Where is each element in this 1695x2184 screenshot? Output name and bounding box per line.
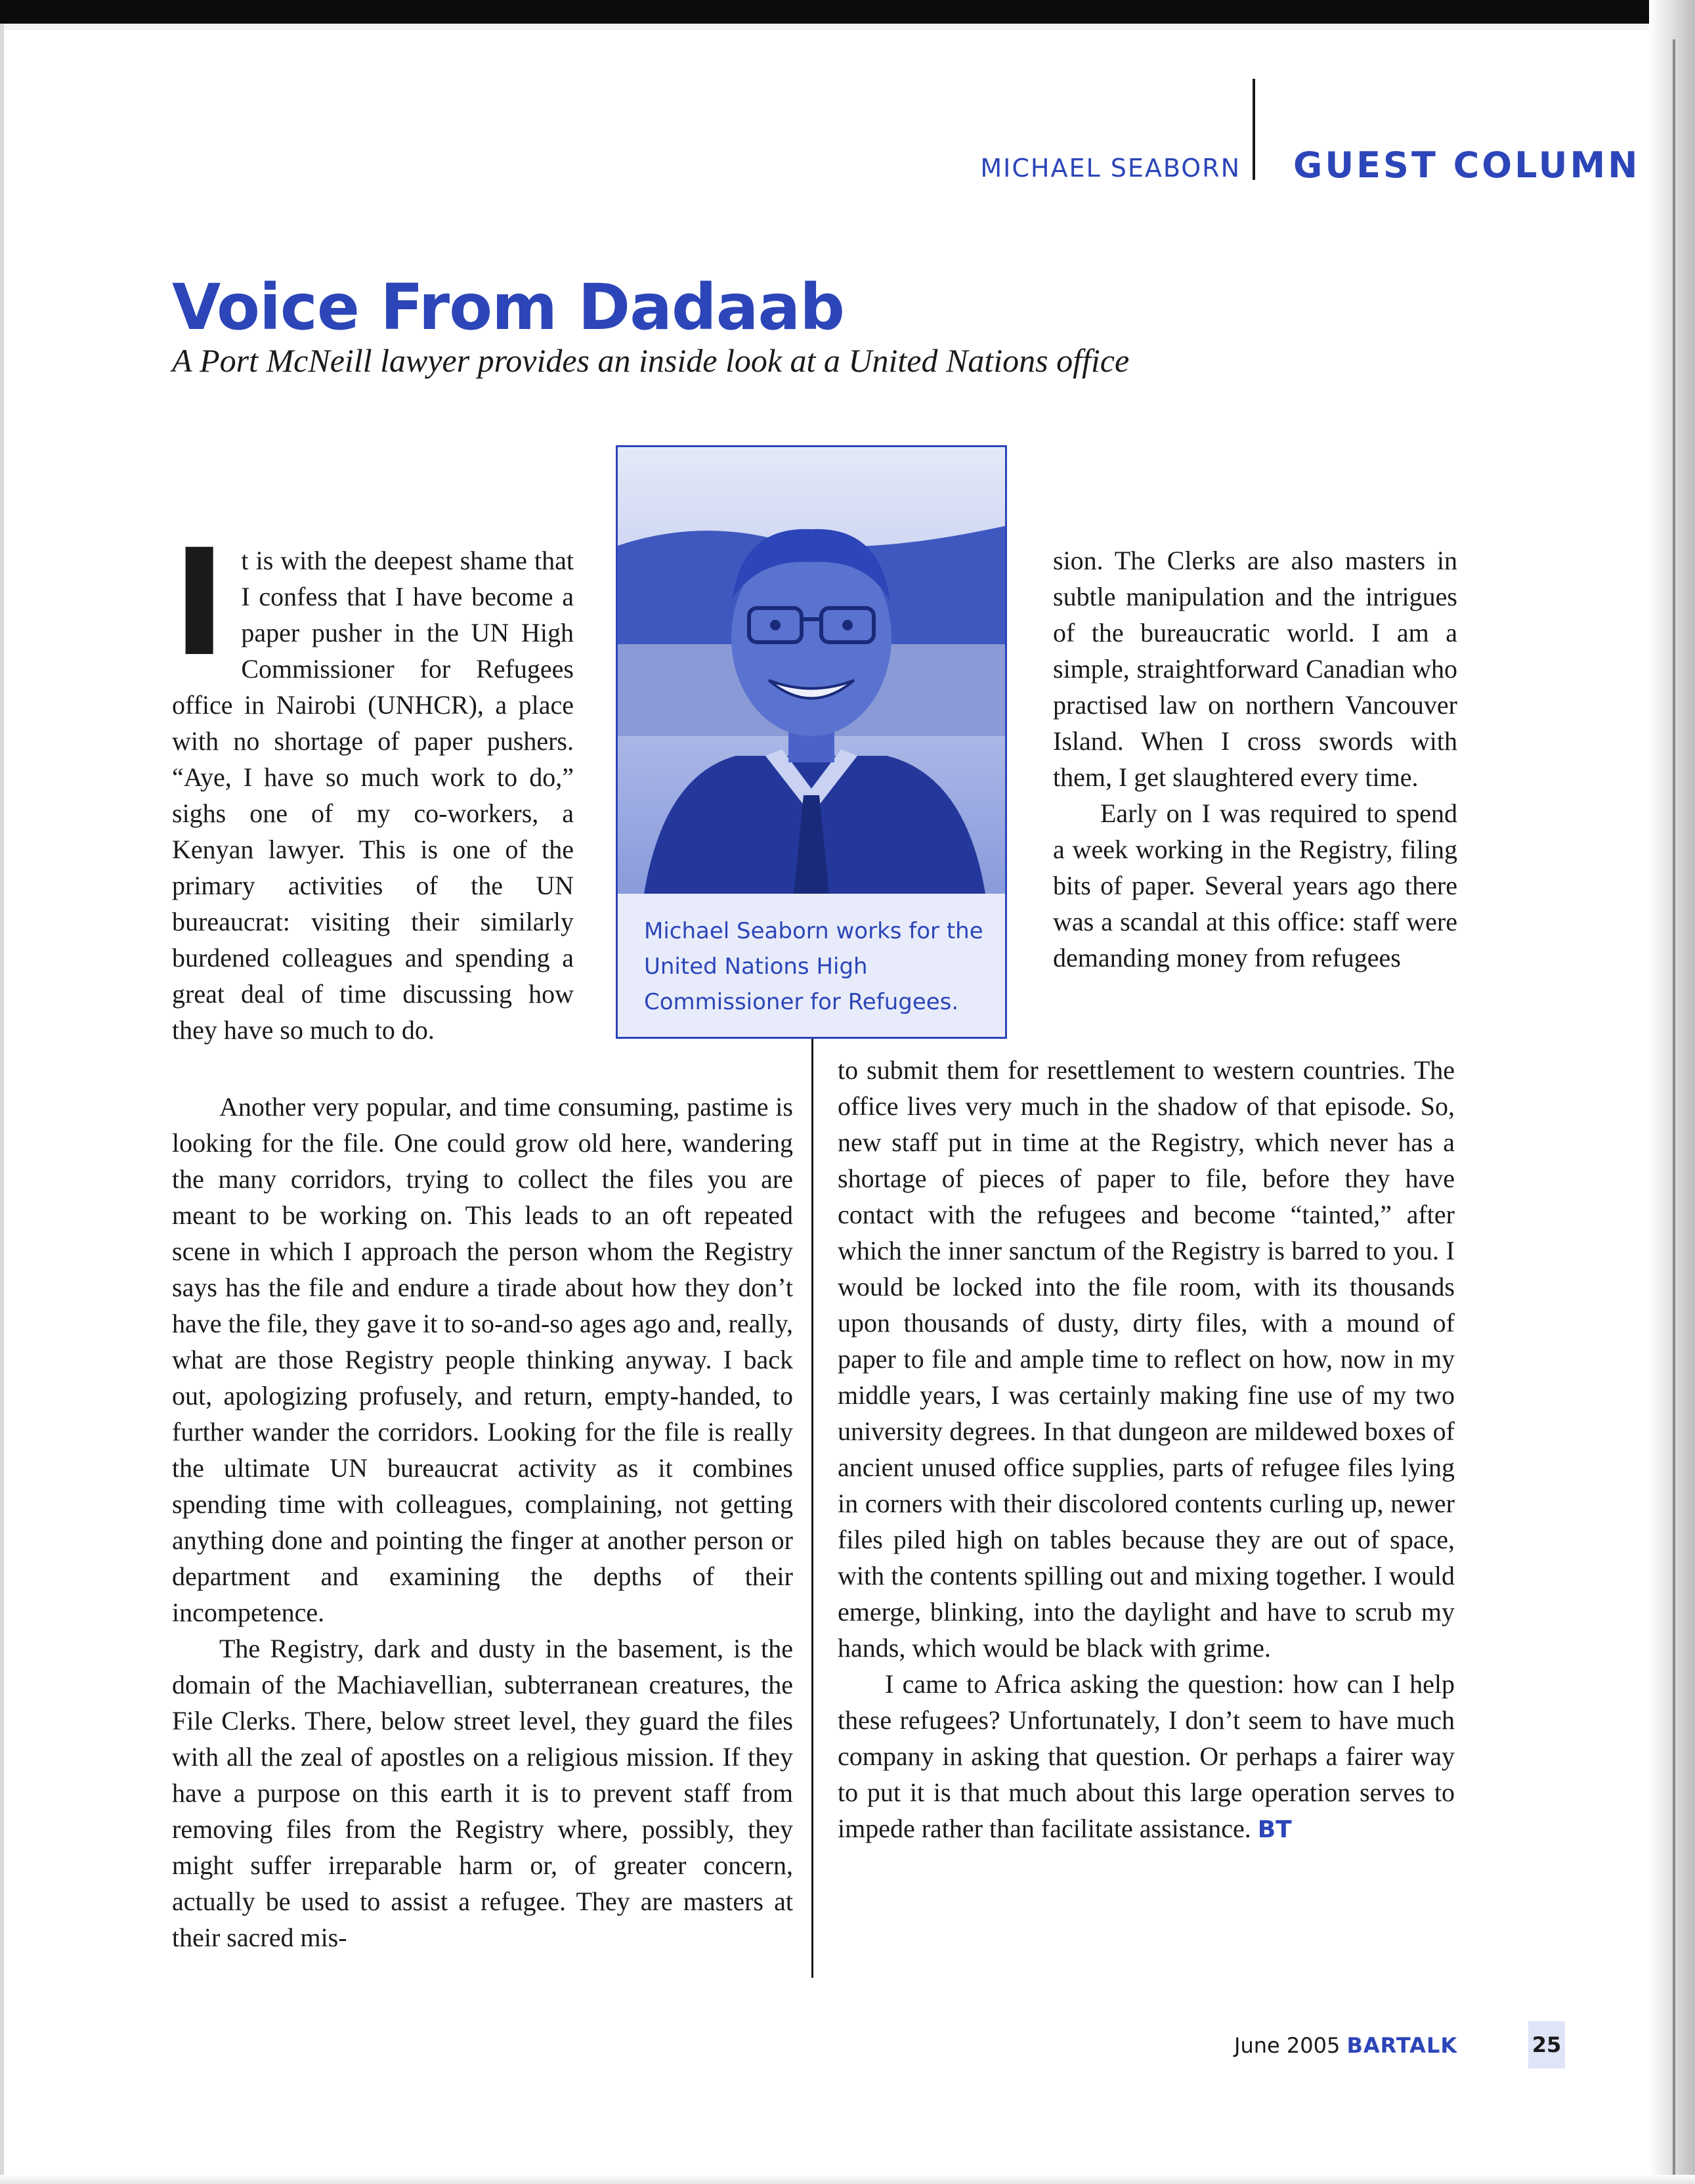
- author-photo-box: [616, 445, 1007, 1039]
- author-photo: [618, 447, 1005, 894]
- footer-publication: BARTALK: [1346, 2033, 1458, 2058]
- right-paragraph-1: sion. The Clerks are also masters in subtle manipulation and the intrigues of the bureaucratic world. I am a simple, straightforward Canadian who practised law on northern Vancouver Island. When I cross swords with them, I get slaughtered every time.: [1053, 546, 1457, 792]
- right-column-top: [1053, 542, 1457, 976]
- scan-top-border: [0, 0, 1695, 24]
- scan-bottom-edge: [0, 2175, 1695, 2184]
- left-column-bottom: [172, 1089, 793, 1955]
- right-column-bottom: [838, 1052, 1455, 1848]
- footer: [1234, 2033, 1457, 2058]
- scan-right-shadow: [1649, 0, 1695, 2184]
- column-divider: [811, 1039, 813, 1978]
- right-paragraph-2: Early on I was required to spend a week working in the Registry, filing bits of paper. Several years ago there was a scandal at this office: staff were demanding money from refugees: [1053, 798, 1457, 972]
- left-paragraph-2: Another very popular, and time consuming, pastime is looking for the file. One could grow old here, wandering the many corridors, trying to collect the files you are meant to be working on. This leads to an oft repeated scene in which I approach the person whom the Registry says has the file and endure a tirade about how they don’t have the file, they gave it to so-and-so ages ago and, really, what are those Registry people thinking anyway. I back out, apologizing profusely, and return, empty-handed, to further wander the corridors. Looking for the file is really the ultimate UN bureaucrat activity as it combines spending time with colleagues, complaining, not getting anything done and pointing the finger at another person or department and examining the depths of their incompetence.: [172, 1092, 793, 1627]
- scan-left-edge: [0, 24, 4, 2184]
- left-paragraph-1: t is with the deepest shame that I confess that I have become a paper pusher in the UN High Commissioner for Refugees office in Nairobi (UNHCR), a place with no shortage of paper pushers. “Aye, I have so much work to do,” sighs one of my co-workers, a Kenyan lawyer. This is one of the primary activities of the UN bureaucrat: visiting their similarly burdened colleagues and spending a great deal of time discussing how they have so much to do.: [172, 546, 574, 1045]
- footer-date: June 2005: [1234, 2033, 1341, 2058]
- left-column-top: [172, 517, 574, 1048]
- scan-top-gap: [0, 24, 1695, 30]
- header-divider: [1253, 79, 1255, 180]
- article-subtitle: A Port McNeill lawyer provides an inside look at a United Nations office: [172, 342, 1130, 379]
- right-paragraph-3: to submit them for resettlement to western countries. The office lives very much in the shadow of that episode. So, new staff put in time at the Registry, which never has a shortage of pieces of paper to file, before they have contact with the refugees and become “tainted,” after which the inner sanctum of the Registry is barred to you. I would be locked into the file room, with its thousands upon thousands of dusty, dirty files, with a mound of paper to file and ample time to reflect on how, now in my middle years, I was certainly making fine use of my two university degrees. In that dungeon are mildewed boxes of ancient unused office supplies, parts of refugee files lying in corners with their discolored contents curling up, newer files piled high on tables because they are out of space, with the contents spilling out and mixing together. I would emerge, blinking, into the daylight and have to scrub my hands, which would be black with grime.: [838, 1055, 1455, 1663]
- article-title: Voice From Dadaab: [172, 271, 844, 344]
- scan-right-line: [1673, 39, 1675, 2184]
- left-paragraph-3: The Registry, dark and dusty in the basement, is the domain of the Machiavellian, subterranean creatures, the File Clerks. There, below street level, they guard the files with all the zeal of apostles on a religious mission. If they have a purpose on this earth it is to prevent staff from removing files from the Registry where, possibly, they might suffer irreparable harm or, of greater concern, actually be used to assist a refugee. They are masters at their sacred mis-: [172, 1634, 793, 1952]
- signoff: BT: [1257, 1816, 1292, 1843]
- right-paragraph-4: I came to Africa asking the question: how can I help these refugees? Unfortunately, I don’t seem to have much company in asking that question. Or perhaps a fairer way to put it is that much about this large operation serves to impede rather than facilitate assistance.: [838, 1669, 1455, 1843]
- author-name: MICHAEL SEABORN: [980, 154, 1241, 183]
- photo-caption: Michael Seaborn works for the United Nations High Commissioner for Refugees.: [644, 918, 983, 1015]
- page-number: 25: [1528, 2021, 1565, 2068]
- drop-cap: I: [172, 517, 227, 689]
- column-label: GUEST COLUMN: [1293, 144, 1641, 186]
